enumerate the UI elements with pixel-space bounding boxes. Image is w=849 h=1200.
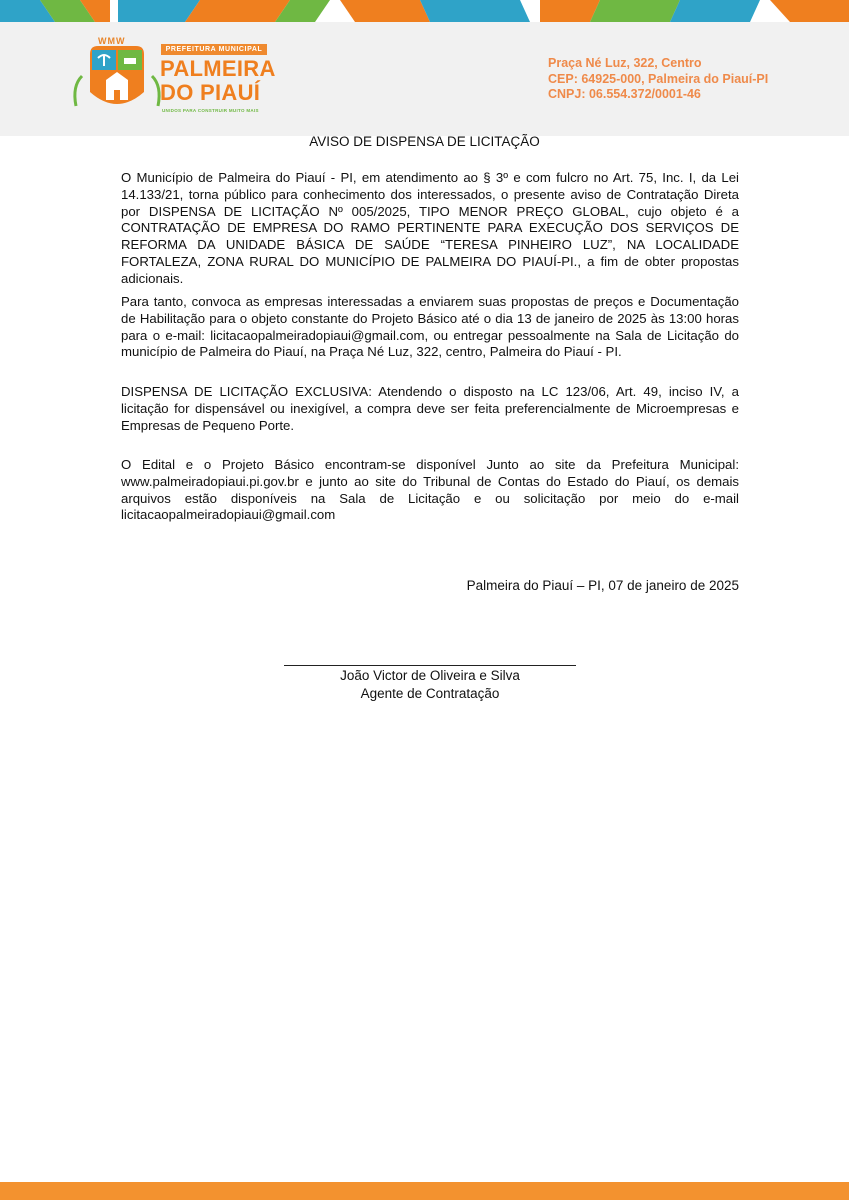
city-name-line1: PALMEIRA (160, 56, 276, 81)
city-name-line2: DO PIAUÍ (160, 80, 261, 105)
paragraph-edital: O Edital e o Projeto Básico encontram-se disponível Junto ao site da Prefeitura Municipal: www.palmeiradopiaui.pi.gov.br e junto ao site do Tribunal de Contas do Estado do Piauí, os demais arquivos estão disponíveis na Sala de Licitação e ou solicitação por meio do e-mail licitacaopalmeiradopiaui@gmail.com (121, 457, 739, 523)
signer-name: João Victor de Oliveira e Silva (340, 668, 520, 683)
paragraph-convocation: Para tanto, convoca as empresas interessadas a enviarem suas propostas de preços e Documentação de Habilitação para o objeto constante do Projeto Básico até o dia 13 de janeiro de 2025 às 13:00 horas para o e-mail: licitacaopalmeiradopiaui@gmail.com, ou entregar pessoalmente na Sala de Licitação do município de Palmeira do Piauí, na Praça Né Luz, 322, centro, Palmeira do Piauí - PI. (121, 294, 739, 360)
signature-line (284, 665, 576, 666)
contact-block (548, 56, 768, 103)
logo-caps-text: WMW (98, 36, 126, 46)
footer-bar (0, 1182, 849, 1200)
address: Praça Né Luz, 322, Centro (548, 56, 702, 70)
cep: CEP: 64925-000, Palmeira do Piauí-PI (548, 71, 769, 86)
decorative-top-band (0, 0, 849, 22)
paragraph-exclusive: DISPENSA DE LICITAÇÃO EXCLUSIVA: Atendendo o disposto na LC 123/06, Art. 49, inciso IV, a licitação for dispensável ou inexigível, a compra deve ser feita preferencialmente de Microempresas e Empresas de Pequeno Porte. (121, 384, 739, 433)
cnpj: CNPJ: 06.554.372/0001-46 (548, 87, 701, 101)
paragraph-notice: O Município de Palmeira do Piauí - PI, em atendimento ao § 3º e com fulcro no Art. 75, Inc. I, da Lei 14.133/21, torna público para conhecimento dos interessados, o presente aviso de Contratação Direta por DISPENSA DE LICITAÇÃO Nº 005/2025, TIPO MENOR PREÇO GLOBAL, cujo objeto é a CONTRATAÇÃO DE EMPRESA DO RAMO PERTINENTE PARA EXECUÇÃO DOS SERVIÇOS DE REFORMA DA UNIDADE BÁSICA DE SAÚDE “TERESA PINHEIRO LUZ”, NA LOCALIDADE FORTALEZA, ZONA RURAL DO MUNICÍPIO DE PALMEIRA DO PIAUÍ-PI., a fim de obter propostas adicionais. (121, 170, 739, 286)
place-date: Palmeira do Piauí – PI, 07 de janeiro de 2025 (466, 578, 739, 593)
signer-role: Agente de Contratação (360, 686, 500, 701)
prefeitura-tag: PREFEITURA MUNICIPAL (161, 44, 267, 55)
document-title: AVISO DE DISPENSA DE LICITAÇÃO (309, 134, 540, 149)
slogan: UNIDOS PARA CONSTRUIR MUITO MAIS (162, 108, 259, 113)
